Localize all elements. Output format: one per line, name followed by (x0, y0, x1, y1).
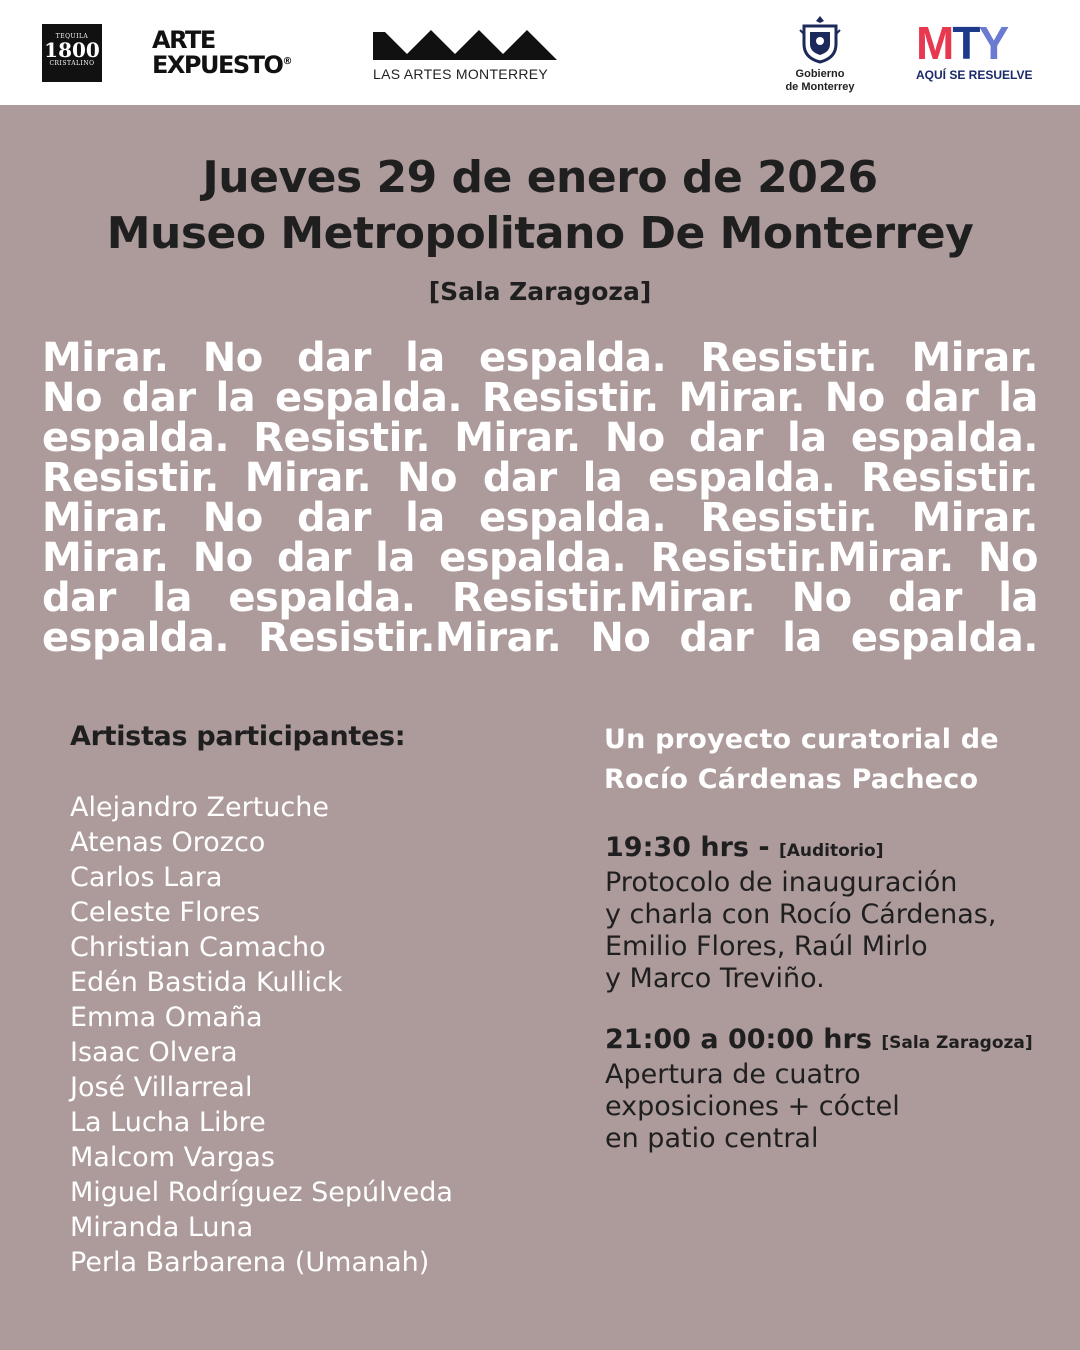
artists-title: Artistas participantes: (70, 721, 406, 752)
schedule-item-inauguration (605, 832, 1045, 995)
arte-expuesto-line2: EXPUESTO® (152, 51, 293, 79)
artist-name: Miguel Rodríguez Sepúlveda (70, 1177, 453, 1208)
mty-wordmark: MTY (916, 17, 1008, 69)
artist-name: La Lucha Libre (70, 1107, 266, 1138)
gobierno-monterrey-logo: Gobierno de Monterrey (778, 14, 862, 94)
artist-name: Alejandro Zertuche (70, 792, 329, 823)
artist-name: José Villarreal (70, 1072, 253, 1103)
event-room: [Sala Zaragoza] (428, 277, 652, 306)
artist-name: Edén Bastida Kullick (70, 967, 343, 998)
event-date: Jueves 29 de enero de 2026 (202, 152, 878, 203)
event-venue: Museo Metropolitano De Monterrey (106, 208, 974, 259)
arte-expuesto-line1: ARTE (152, 26, 215, 54)
tequila-1800-logo: TEQUILA 1800 CRISTALINO (42, 24, 102, 82)
artist-name: Perla Barbarena (Umanah) (70, 1247, 430, 1278)
schedule-time: 19:30 hrs - [Auditorio] (605, 832, 884, 863)
artist-name: Celeste Flores (70, 897, 261, 928)
manifesto-line: Mirar. No dar la espalda. Resistir.Mirar. No (42, 535, 1038, 581)
curatorial-credit: Un proyecto curatorial de Rocío Cárdenas Pacheco (604, 724, 999, 795)
artist-name: Malcom Vargas (70, 1142, 275, 1173)
artist-name: Isaac Olvera (70, 1037, 238, 1068)
artists-list (70, 790, 453, 1280)
mountains-icon (373, 28, 557, 60)
las-artes-monterrey-logo: LAS ARTES MONTERREY (373, 28, 557, 82)
artist-name: Carlos Lara (70, 862, 223, 893)
manifesto-line: Mirar. No dar la espalda. Resistir. Mirar. (42, 495, 1038, 541)
manifesto-text (42, 335, 1038, 661)
artist-name: Christian Camacho (70, 932, 326, 963)
sponsor-bar (0, 0, 1080, 105)
mty-logo: MTY AQUÍ SE RESUELVE (916, 20, 1040, 82)
manifesto-line: No dar la espalda. Resistir. Mirar. No dar la (42, 375, 1038, 421)
manifesto-line: espalda. Resistir. Mirar. No dar la espalda. (42, 415, 1038, 461)
artist-name: Atenas Orozco (70, 827, 266, 858)
coat-of-arms-icon (798, 14, 842, 64)
arte-expuesto-logo (152, 26, 332, 79)
schedule-item-opening (605, 1024, 1045, 1155)
schedule-description: Protocolo de inauguración y charla con Rocío Cárdenas, Emilio Flores, Raúl Mirlo y Marco Treviño. (605, 867, 997, 994)
artist-name: Emma Omaña (70, 1002, 263, 1033)
manifesto-line: Mirar. No dar la espalda. Resistir. Mirar. (42, 335, 1038, 381)
manifesto-line: dar la espalda. Resistir.Mirar. No dar la (42, 575, 1038, 621)
manifesto-line: Resistir. Mirar. No dar la espalda. Resistir. (42, 455, 1038, 501)
schedule-time: 21:00 a 00:00 hrs [Sala Zaragoza] (605, 1024, 1033, 1055)
schedule-description: Apertura de cuatro exposiciones + cóctel en patio central (605, 1059, 900, 1154)
manifesto-line: espalda. Resistir.Mirar. No dar la espalda. (42, 615, 1038, 661)
artist-name: Miranda Luna (70, 1212, 254, 1243)
